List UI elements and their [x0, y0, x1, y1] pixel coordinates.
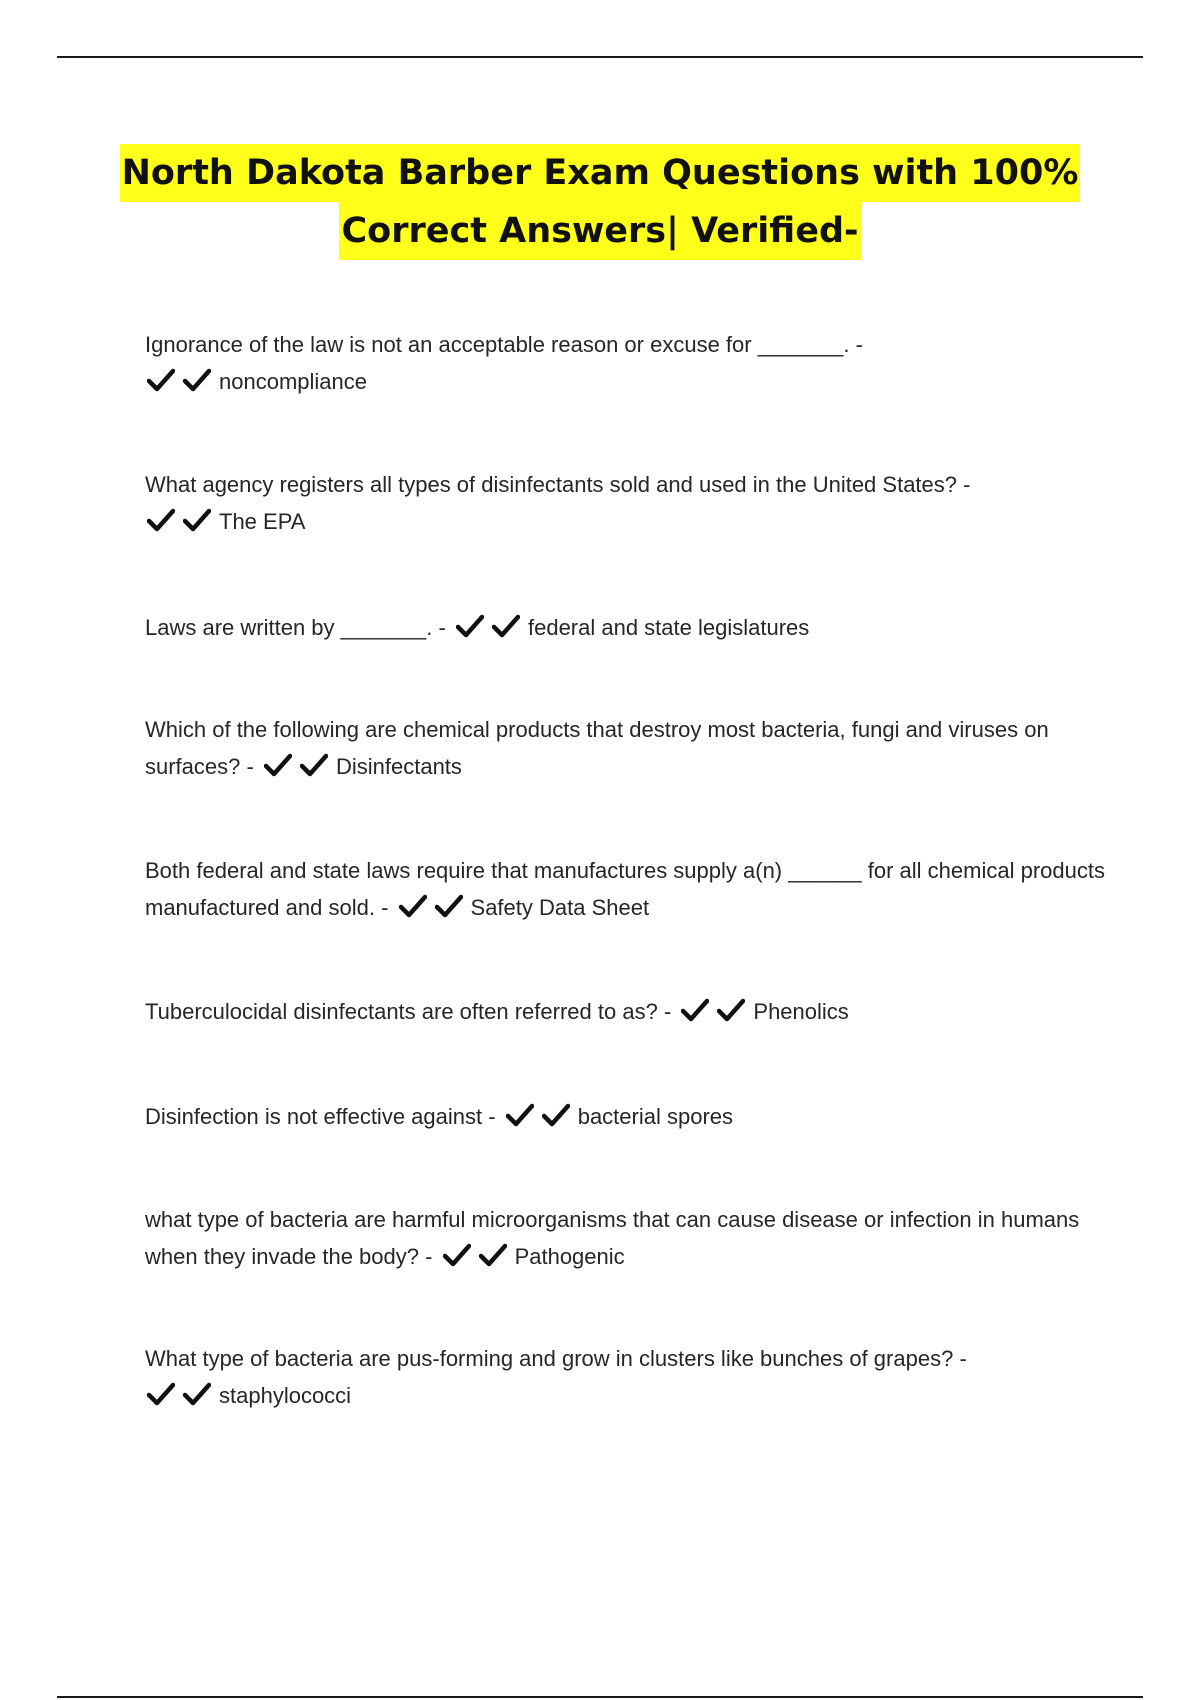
separator: - [381, 895, 389, 920]
qa-item [145, 852, 1105, 929]
question-text: what type of bacteria are harmful microorganisms that can cause disease or infection in humans when they invade the body? [145, 1207, 1080, 1269]
answer-text: staphylococci [219, 1383, 352, 1408]
answer-text: Disinfectants [335, 754, 462, 779]
qa-item [145, 711, 1105, 788]
checkmark-icon [681, 998, 709, 1022]
separator: - [438, 615, 446, 640]
qa-item [145, 993, 1105, 1033]
answer-checks [443, 1241, 511, 1278]
title-line-2: Correct Answers| Verified- [339, 202, 860, 260]
checkmark-icon [492, 614, 520, 638]
qa-item [145, 1098, 1105, 1138]
question-text: What type of bacteria are pus-forming and grow in clusters like bunches of grapes? [145, 1346, 954, 1371]
checkmark-icon [183, 368, 211, 392]
answer-text: bacterial spores [577, 1104, 734, 1129]
checkmark-icon [183, 1382, 211, 1406]
checkmark-icon [456, 614, 484, 638]
checkmark-icon [506, 1103, 534, 1127]
question-text: Which of the following are chemical products that destroy most bacteria, fungi and viruses on surfaces? [145, 717, 1049, 779]
checkmark-icon [717, 998, 745, 1022]
checkmark-icon [443, 1243, 471, 1267]
answer-text: The EPA [219, 509, 306, 534]
checkmark-icon [435, 894, 463, 918]
answer-text: Phenolics [753, 999, 849, 1024]
qa-item [145, 1340, 1105, 1417]
page-title [57, 144, 1143, 260]
separator: - [855, 332, 863, 357]
checkmark-icon [264, 753, 292, 777]
checkmark-icon [542, 1103, 570, 1127]
answer-checks [147, 366, 215, 403]
separator: - [959, 1346, 967, 1371]
answer-text: Safety Data Sheet [470, 895, 650, 920]
checkmark-icon [183, 508, 211, 532]
question-text: What agency registers all types of disinfectants sold and used in the United States? [145, 472, 958, 497]
answer-text: noncompliance [219, 369, 367, 394]
answer-text: Pathogenic [514, 1244, 625, 1269]
top-rule [57, 56, 1143, 58]
question-text: Both federal and state laws require that manufactures supply a(n) ______ for all chemical products manufactured and sold. [145, 858, 1105, 920]
question-text: Ignorance of the law is not an acceptable reason or excuse for _______. [145, 332, 850, 357]
checkmark-icon [479, 1243, 507, 1267]
separator: - [425, 1244, 433, 1269]
checkmark-icon [147, 1382, 175, 1406]
checkmark-icon [147, 508, 175, 532]
separator: - [663, 999, 672, 1024]
checkmark-icon [147, 368, 175, 392]
question-text: Laws are written by _______. [145, 615, 433, 640]
bottom-rule [57, 1696, 1143, 1698]
qa-item [145, 466, 1105, 543]
answer-checks [681, 996, 749, 1033]
answer-checks [456, 612, 524, 649]
qa-item [145, 326, 1105, 403]
answer-checks [147, 1380, 215, 1417]
separator: - [246, 754, 254, 779]
title-line-1: North Dakota Barber Exam Questions with 100% [120, 144, 1081, 202]
answer-checks [399, 892, 467, 929]
qa-item [145, 1201, 1105, 1278]
answer-checks [264, 751, 332, 788]
checkmark-icon [399, 894, 427, 918]
question-text: Disinfection is not effective against [145, 1104, 483, 1129]
qa-item [145, 609, 1105, 649]
answer-text: federal and state legislatures [527, 615, 810, 640]
separator: - [963, 472, 971, 497]
question-text: Tuberculocidal disinfectants are often referred to as? [145, 999, 658, 1024]
answer-checks [147, 506, 215, 543]
checkmark-icon [300, 753, 328, 777]
answer-checks [506, 1101, 574, 1138]
separator: - [488, 1104, 496, 1129]
